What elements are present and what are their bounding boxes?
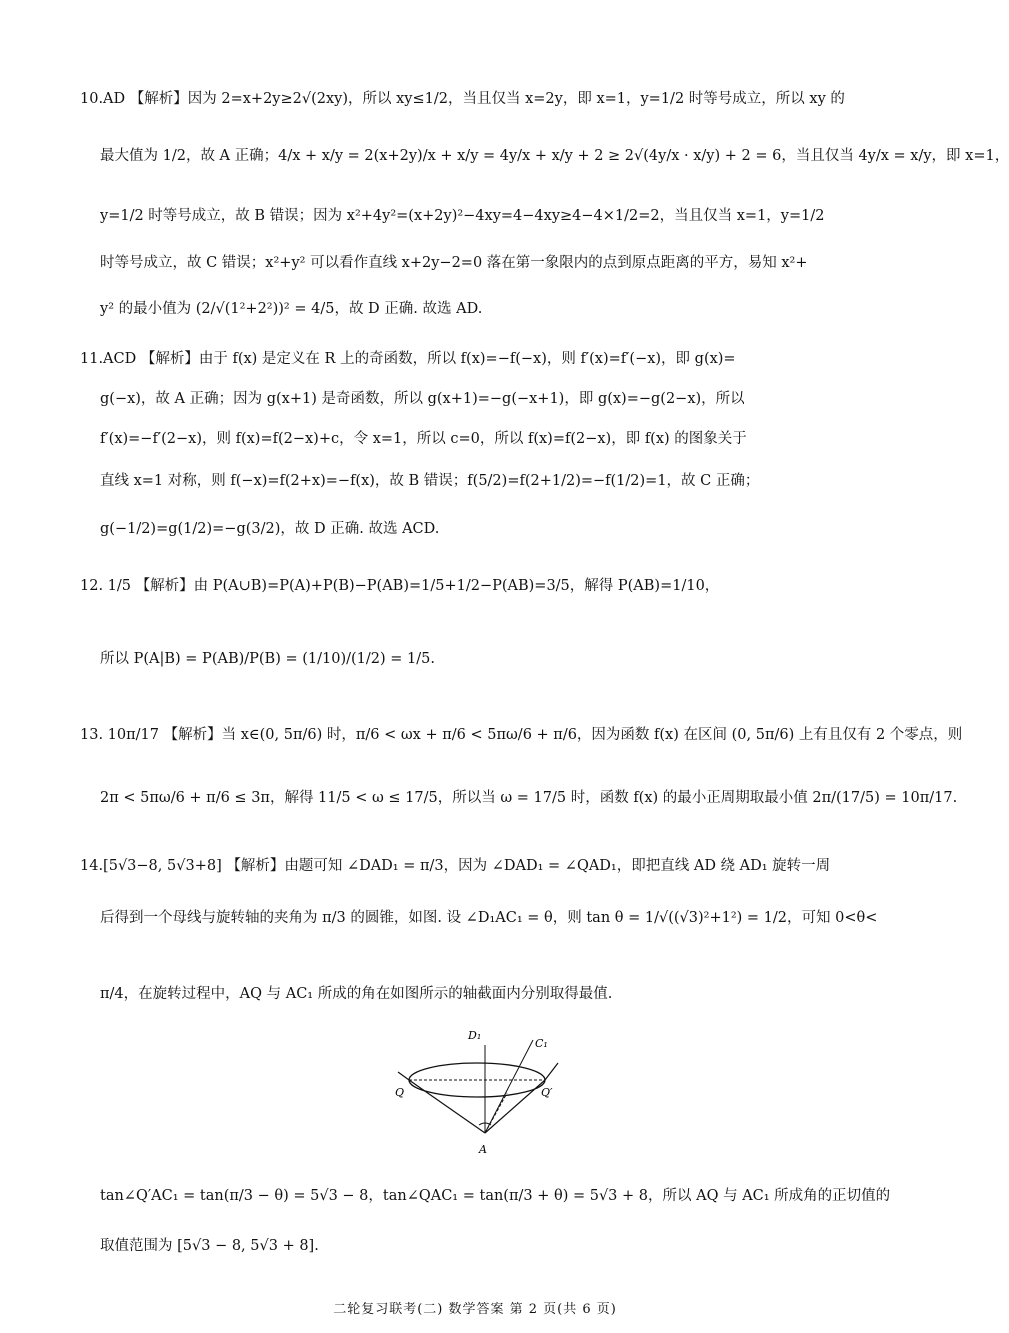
text-line: tan∠Q′AC₁ = tan(π/3 − θ) = 5√3 − 8，tan∠QAC₁ = tan(π/3 + θ) = 5√3 + 8，所以 AQ 与 AC₁ 所成角的正切值的	[100, 1188, 891, 1204]
label-A: A	[479, 1143, 487, 1156]
text-line: 后得到一个母线与旋转轴的夹角为 π/3 的圆锥，如图. 设 ∠D₁AC₁ = θ，则 tan θ = 1/√((√3)²+1²) = 1/2，可知 0<θ<	[100, 910, 878, 926]
text-line: 11.ACD 【解析】由于 f(x) 是定义在 R 上的奇函数，所以 f(x)=−f(−x)，则 f′(x)=f′(−x)，即 g(x)=	[80, 351, 736, 367]
label-Q-prime: Q′	[541, 1086, 553, 1099]
dashed-line	[485, 1093, 507, 1133]
text-line: 14.[5√3−8, 5√3+8] 【解析】由题可知 ∠DAD₁ = π/3，因为 ∠DAD₁ = ∠QAD₁，即把直线 AD 绕 AD₁ 旋转一周	[80, 858, 831, 874]
text-line: 时等号成立，故 C 错误；x²+y² 可以看作直线 x+2y−2=0 落在第一象限内的点到原点距离的平方，易知 x²+	[100, 255, 808, 271]
page-footer: 二轮复习联考(二) 数学答案 第 2 页(共 6 页)	[333, 1302, 617, 1317]
text-line: 2π < 5πω/6 + π/6 ≤ 3π，解得 11/5 < ω ≤ 17/5，所以当 ω = 17/5 时，函数 f(x) 的最小正周期取最小值 2π/(17/5) = 10π/17.	[100, 790, 958, 806]
cone-figure	[395, 1025, 565, 1160]
text-line: 10.AD 【解析】因为 2=x+2y≥2√(2xy)，所以 xy≤1/2，当且仅当 x=2y，即 x=1，y=1/2 时等号成立，所以 xy 的	[80, 91, 845, 107]
generatrix-AQ-prime	[485, 1080, 545, 1133]
text-line: y² 的最小值为 (2/√(1²+2²))² = 4/5，故 D 正确. 故选 AD.	[100, 301, 483, 317]
text-line: 直线 x=1 对称，则 f(−x)=f(2+x)=−f(x)，故 B 错误；f(5/2)=f(2+1/2)=−f(1/2)=1，故 C 正确；	[100, 473, 760, 489]
generatrix-AQ	[409, 1080, 485, 1133]
text-line: 13. 10π/17 【解析】当 x∈(0, 5π/6) 时，π/6 < ωx + π/6 < 5πω/6 + π/6，因为函数 f(x) 在区间 (0, 5π/6) 上有且仅有 2 个零点，则	[80, 727, 963, 743]
text-line: y=1/2 时等号成立，故 B 错误；因为 x²+4y²=(x+2y)²−4xy=4−4xy≥4−4×1/2=2，当且仅当 x=1，y=1/2	[100, 208, 825, 224]
label-C1: C₁	[535, 1037, 548, 1050]
text-line: 取值范围为 [5√3 − 8, 5√3 + 8].	[100, 1238, 319, 1254]
text-line: 12. 1/5 【解析】由 P(A∪B)=P(A)+P(B)−P(AB)=1/5+1/2−P(AB)=3/5，解得 P(AB)=1/10，	[80, 578, 720, 594]
ext-right	[545, 1063, 558, 1080]
text-line: 最大值为 1/2，故 A 正确；4/x + x/y = 2(x+2y)/x + x/y = 4y/x + x/y + 2 ≥ 2√(4y/x · x/y) + 2 = 6，当且仅当 4y/x = x/y，即 x=1，	[100, 148, 1009, 164]
text-line: g(−x)，故 A 正确；因为 g(x+1) 是奇函数，所以 g(x+1)=−g(−x+1)，即 g(x)=−g(2−x)，所以	[100, 391, 745, 407]
ext-left	[398, 1072, 409, 1080]
text-line: π/4，在旋转过程中，AQ 与 AC₁ 所成的角在如图所示的轴截面内分别取得最值.	[100, 986, 613, 1002]
label-Q: Q	[395, 1086, 405, 1099]
text-line: f′(x)=−f′(2−x)，则 f(x)=f(2−x)+c，令 x=1，所以 c=0，所以 f(x)=f(2−x)，即 f(x) 的图象关于	[100, 431, 747, 447]
text-line: 所以 P(A|B) = P(AB)/P(B) = (1/10)/(1/2) = 1/5.	[100, 651, 435, 667]
label-D1: D₁	[468, 1029, 482, 1042]
text-line: g(−1/2)=g(1/2)=−g(3/2)，故 D 正确. 故选 ACD.	[100, 521, 440, 537]
